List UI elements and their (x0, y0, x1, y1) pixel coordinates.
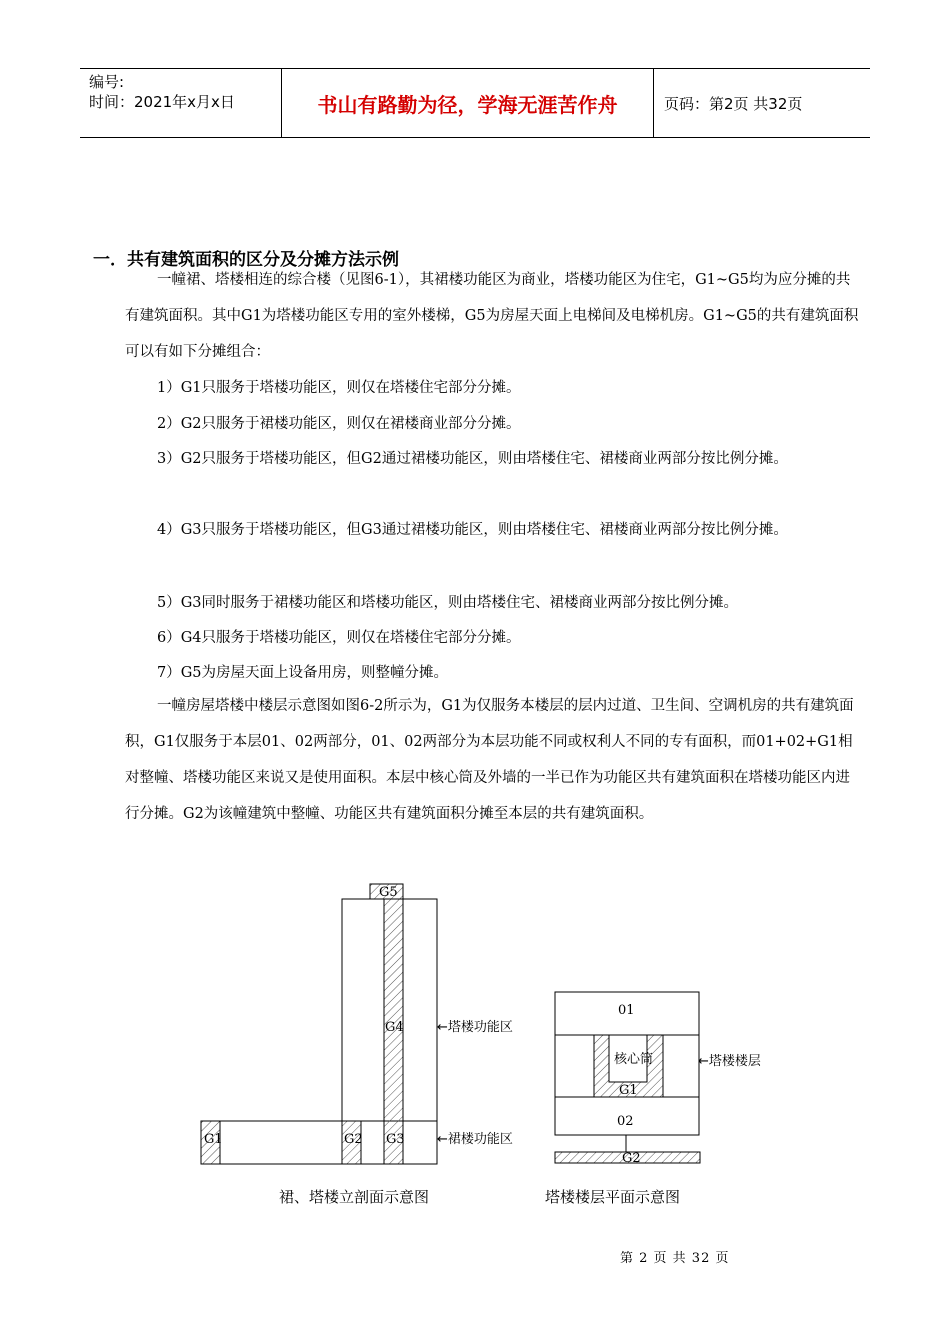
page-footer: 第 2 页 共 32 页 (620, 1251, 730, 1266)
number-label: 编号: (89, 73, 125, 91)
figure-right-caption: 塔楼楼层平面示意图 (545, 1188, 681, 1206)
list-item: 7）G5为房屋天面上设备用房，则整幢分摊。 (157, 665, 449, 681)
core-label: 核心筒 (614, 1052, 654, 1067)
section-title: 一．共有建筑面积的区分及分摊方法示例 (93, 250, 399, 270)
motto: 书山有路勤为径，学海无涯苦作舟 (282, 69, 654, 137)
page-header (80, 68, 870, 138)
list-item: 6）G4只服务于塔楼功能区，则仅在塔楼住宅部分分摊。 (157, 630, 521, 646)
list-item: 2）G2只服务于裙楼功能区，则仅在裙楼商业部分分摊。 (157, 416, 521, 432)
page-label: 页码：第2页 共32页 (664, 95, 803, 113)
header-meta-cell (80, 69, 282, 137)
time-label: 时间：2021年x月x日 (89, 93, 235, 111)
g4-label: G4 (385, 1020, 404, 1035)
g3-label: G3 (386, 1132, 405, 1147)
paragraph-floor: 一幢房屋塔楼中楼层示意图如图6-2所示为，G1为仅服务本楼层的层内过道、卫生间、空调机房的共有建筑面积，G1仅服务于本层01、02两部分，01、02两部分为本层功能不同或权利人不同的专有面积，而01+02+G1相对整幢、塔楼功能区来说又是使用面积。本层中核心筒及外墙的一半已作为功能区共有建筑面积在塔楼功能区内进行分摊。G2为该幢建筑中整幢、功能区共有建筑面积分摊至本层的共有建筑面积。 (125, 698, 854, 822)
list-item: 1）G1只服务于塔楼功能区，则仅在塔楼住宅部分分摊。 (157, 380, 521, 396)
g2-plan-label: G2 (622, 1151, 641, 1166)
paragraph-intro: 一幢裙、塔楼相连的综合楼（见图6-1），其裙楼功能区为商业，塔楼功能区为住宅，G1~G5均为应分摊的共有建筑面积。其中G1为塔楼功能区专用的室外楼梯，G5为房屋天面上电梯间及电梯机房。G1~G5的共有建筑面积可以有如下分摊组合： (125, 272, 859, 360)
list-item: 5）G3同时服务于裙楼功能区和塔楼功能区，则由塔楼住宅、裙楼商业两部分按比例分摊。 (157, 595, 739, 611)
figure-left-caption: 裙、塔楼立剖面示意图 (279, 1188, 430, 1206)
list-item: 4）G3只服务于塔楼功能区，但G3通过裙楼功能区，则由塔楼住宅、裙楼商业两部分按比例分摊。 (157, 522, 788, 538)
unit-01-label: 01 (618, 1003, 635, 1018)
g5-label: G5 (379, 885, 398, 900)
list-item: 3）G2只服务于塔楼功能区，但G2通过裙楼功能区，则由塔楼住宅、裙楼商业两部分按比例分摊。 (157, 451, 788, 467)
floor-zone-label: ←塔楼楼层 (698, 1054, 761, 1069)
g1-plan-label: G1 (619, 1083, 638, 1098)
g2-label: G2 (344, 1132, 363, 1147)
unit-02-label: 02 (617, 1114, 634, 1129)
figure-diagrams (0, 870, 950, 1170)
tower-zone-label: ←塔楼功能区 (437, 1020, 513, 1035)
g1-label: G1 (204, 1132, 223, 1147)
podium-zone-label: ←裙楼功能区 (437, 1132, 513, 1147)
